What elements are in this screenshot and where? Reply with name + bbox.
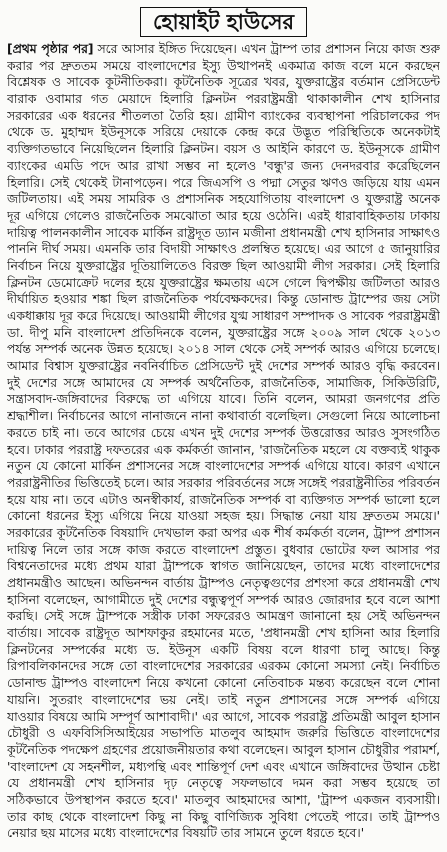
text-line: দূর এগিয়ে গেলেও রাজনৈতিক সমঝোতা আর হয়ে ওঠেনি। এরই ধারাবাহিকতায় ঢাকায় [7,208,440,223]
text-line: ব্যক্তিগতভাবে নিয়েছিলেন হিলারি ক্লিনটন। বয়স ও আইনি কারণে ড. ইউনূসকে গ্রামীণ [7,142,440,157]
text-line: একধাক্কায় দূর করে দিয়েছে। আওয়ামী লীগের যুগ্ম সাধারণ সম্পাদক ও সাবেক পররাষ্ট্রমন্ত্রী [7,309,440,323]
headline-container [0,7,447,37]
text-line: পর্যন্ত সম্পর্ক অনেক উন্নত হয়েছে। ২০১৪ সাল থেকে সেই সম্পর্ক আরও এগিয়ে চলেছে। [7,342,440,357]
text-line: যে প্রধানমন্ত্রী শেখ হাসিনার দৃঢ় নেতৃত্বে সফলভাবে দমন করা সম্ভব হয়েছে তা [7,776,440,791]
text-line: ক্লিনটন ডেমোক্রেট দলের হয়ে যুক্তরাষ্ট্রের ক্ষমতায় এসে গেলে দ্বিপক্ষীয় জটিলতা আরও [7,275,440,290]
text-line: সরকারের কূটনৈতিক বিষয়াদি দেখভাল করা অপর এক শীর্ষ কর্মকর্তা বলেন, ট্রাম্প প্রশাসন [7,525,440,540]
text-line: হবে। ঢাকার পররাষ্ট্র দফতরের এক কর্মকর্তা জানান, 'রাজনৈতিক মহলে যে বক্তব্যই থাকুক [7,442,440,457]
text-line: যাওয়ার বিষয়ে আমি সম্পূর্ণ আশাবাদী।' এর আগে, সাবেক পররাষ্ট্র প্রতিমন্ত্রী আবুল হাসান [7,709,440,724]
text-line: রিপাবলিকানদের সঙ্গে তো বাংলাদেশের সরকারের এরকম কোনো সমস্যা নেই। নির্বাচিত [7,659,440,674]
text-line: জটিলতায়। এই সময় সামরিক ও প্রশাসনিক সহযোগিতায় বাংলাদেশ ও যুক্তরাষ্ট্র অনেক [7,192,440,207]
text-line: দুই দেশের সঙ্গে আমাদের যে সম্পর্ক অর্থনৈতিক, রাজনৈতিক, সামাজিক, সিকিউরিটি, [7,375,440,390]
text-line: নির্বাচন নিয়ে যুক্তরাষ্ট্রের দূতিয়ালিতেও বিরক্ত ছিল আওয়ামী লীগ সরকার। সেই হিলারি [7,258,440,273]
text-line: আমার বিশ্বাস যুক্তরাষ্ট্রের নবনির্বাচিত প্রেসিডেন্ট দুই দেশের সম্পর্ক আরও বৃদ্ধি করবেন। [7,359,440,374]
text-line: পররাষ্ট্রনীতির ভিত্তিতেই চলে। আর সরকার পরিবর্তনের সঙ্গে সঙ্গেই পররাষ্ট্রনীতির পরিবর্তন [7,475,440,490]
text-line: দায়িত্ব নিলে তার সঙ্গে কাজ করতে বাংলাদেশ প্রস্তুত। বুধবার ভোটের ফল আসার পর [7,542,440,557]
text-line [7,41,440,58]
text-line: ডা. দীপু মনি বাংলাদেশ প্রতিদিনকে বলেন, যুক্তরাষ্ট্রের সঙ্গে ২০০৯ সাল থেকে ২০১৩ [7,325,440,340]
text-line: কূটনৈতিক পদক্ষেপ গ্রহণের প্রয়োজনীয়তার কথা বলেছেন। আবুল হাসান চৌধুরীর পরামর্শ, [7,742,440,757]
text-line-content: সরে আসার ইঙ্গিত দিয়েছেন। এখন ট্রাম্প তার প্রশাসন নিয়ে কাজ শুরু [97,42,440,56]
text-line: থেকে ড. মুহাম্মদ ইউনূসকে সরিয়ে দেয়াকে কেন্দ্র করে উদ্ভূত পরিস্থিতিকে অনেকটাই [7,125,440,140]
text-line: বারাক ওবামার গত মেয়াদে হিলারি ক্লিনটন পররাষ্ট্রমন্ত্রী থাকাকালীন শেখ হাসিনার [7,92,440,107]
continued-from-label: [প্রথম পৃষ্ঠার পর] [7,42,94,56]
text-line: তার কাছ থেকে বাংলাদেশ কিছু না কিছু বাণিজ্যিক সুবিধা পেতেই পারে। তাই ট্রাম্পও [7,809,440,824]
article-body [7,41,440,842]
text-line: হয়ে যায় না। তবে এটাও অনস্বীকার্য, রাজনৈতিক সম্পর্ক বা ব্যক্তিগত সম্পর্ক ভালো হলে [7,492,440,507]
text-line: দায়িত্ব পালনকালীন সাবেক মার্কিন রাষ্ট্রদূত ড্যান মজীনা প্রধানমন্ত্রী শেখ হাসিনার সাক্ষাৎও [7,225,440,240]
text-line: যায়নি। সুতরাং বাংলাদেশের ভয় নেই। তাই নতুন প্রশাসনের সঙ্গে সম্পর্ক এগিয়ে [7,692,440,707]
text-line: করার পর দ্রুততম সময়ে বাংলাদেশের ইস্যু উত্থাপনই একমাত্র কাজ বলে মনে করছেন [7,58,440,73]
text-line: ব্যাংকের এমডি পদে আর রাখা সম্ভব না হলেও 'বন্ধু'র জন্য দেনদরবার করেছিলেন [7,158,440,173]
text-line: সঠিকভাবে উপস্থাপন করতে হবে।' মাতলুব আহমাদের আশা, 'ট্রাম্প একজন ব্যবসায়ী। [7,792,440,807]
text-line: করতে চাই না। তবে আগের চেয়ে এখন দুই দেশের সম্পর্ক উত্তরোত্তর আরও সুসংগঠিত [7,425,440,440]
text-line: করছি। সেই সঙ্গে ট্রাম্পকে সস্ত্রীক ঢাকা সফরেরও আমন্ত্রণ জানানো হয় সেই অভিনন্দন [7,609,440,624]
text-line: ডোনাল্ড ট্রাম্পও বাংলাদেশ নিয়ে কখনো কোনো নেতিবাচক মন্তব্য করেছেন বলে শোনা [7,676,440,691]
headline: হোয়াইট হাউসের [140,7,307,37]
text-line: পাননি দীর্ঘ সময়। এমনকি তার বিদায়ী সাক্ষাৎও প্রলম্বিত হয়েছে। এর আগে ৫ জানুয়ারির [7,242,440,257]
text-line: বার্তায়। সাবেক রাষ্ট্রদূত আশফাকুর রহমানের মতে, 'প্রধানমন্ত্রী শেখ হাসিনা আর হিলারি [7,626,440,641]
text-line: দীর্ঘায়িত হওয়ার শঙ্কা ছিল রাজনৈতিক পর্যবেক্ষকদের। কিন্তু ডোনাল্ড ট্রাম্পের জয় সেটা [7,292,440,307]
text-line: ক্লিনটনের সম্পর্কের মধ্যে ড. ইউনূস একটি বিষয় বলে ধারণা চালু আছে। কিন্তু [7,642,440,657]
text-line: বিশ্বনেতাদের মধ্যে প্রথম যারা ট্রাম্পকে স্বাগত জানিয়েছেন, তাদের মধ্যে বাংলাদেশের [7,559,440,574]
text-line: নতুন যে কোনো মার্কিন প্রশাসনের সঙ্গে বাংলাদেশের সম্পর্ক এগিয়ে যাবে। কারণ এখানে [7,459,440,474]
text-line: 'বাংলাদেশ যে সহনশীল, মধ্যপন্থি এবং শান্তিপূর্ণ দেশ এবং এখানে জঙ্গিবাদের উত্থান চেষ্টা [7,759,440,774]
text-line: বিশ্লেষক ও সাবেক কূটনীতিকরা। কূটনৈতিক সূত্রের খবর, যুক্তরাষ্ট্রের বর্তমান প্রেসিডেন্ট [7,75,440,90]
text-line: কোনো ধরনের ইস্যু এগিয়ে নিয়ে যাওয়া সহজ হয়। সিদ্ধান্ত নেয়া যায় দ্রুততম সময়ে।' [7,509,440,524]
text-line: নেয়ার ছয় মাসের মধ্যে বাংলাদেশের বিষয়টি তার সামনে তুলে ধরতে হবে।' [7,826,365,841]
text-line: শ্রদ্ধাশীল। নির্বাচনের আগে নানাজনে নানা কথাবার্তা বলেছিল। সেগুলো নিয়ে আলোচনা [7,409,440,424]
text-line: হাসিনা বলেছেন, আগামীতে দুই দেশের বন্ধুত্বপূর্ণ সম্পর্ক আরও জোরদার হবে বলে আশা [7,592,440,607]
text-line: সরকারের এক ধরনের শীতলতা তৈরি হয়। গ্রামীণ ব্যাংকের ব্যবস্থাপনা পরিচালকের পদ [7,108,440,123]
text-line: সন্ত্রাসবাদ-জঙ্গিবাদের বিরুদ্ধে তা এগিয়ে যাবে। তিনি বলেন, আমরা জনগণের প্রতি [7,392,440,407]
text-line: প্রধানমন্ত্রীও আছেন। অভিনন্দন বার্তায় ট্রাম্পও নেতৃত্বগুণের প্রশংসা করে প্রধানমন্ত্রী শেখ [7,576,440,590]
text-line: হিলারি। সেই থেকেই টানাপড়েন। পরে জিএসপি ও পদ্মা সেতুর ঋণও জড়িয়ে যায় এমন [7,175,440,190]
text-line: চৌধুরী ও এফবিসিসিআইয়ের সভাপতি মাতলুব আহমাদ জরুরি ভিত্তিতে বাংলাদেশের [7,726,440,741]
